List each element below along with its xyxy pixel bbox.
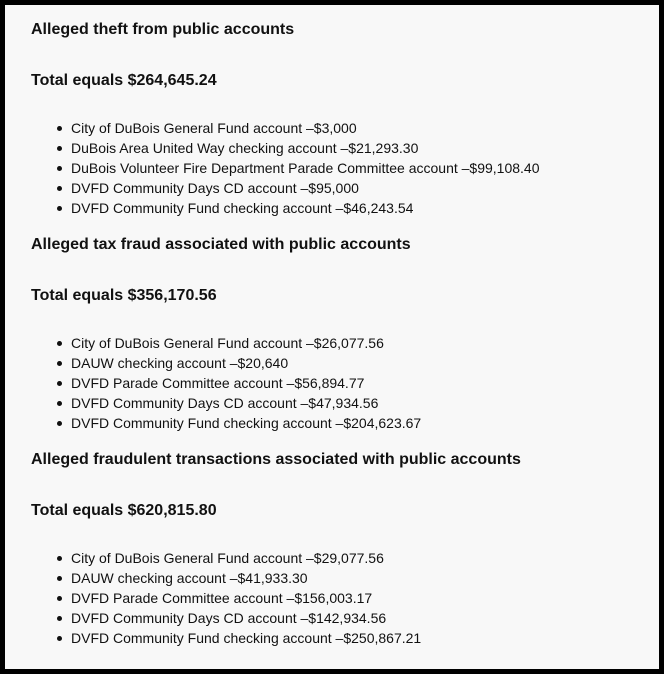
list-item xyxy=(31,373,649,393)
list-item xyxy=(31,568,649,588)
list-item xyxy=(31,628,649,648)
section-heading: Alleged theft from public accounts xyxy=(31,21,295,38)
document-content xyxy=(31,19,649,648)
list-item-text: DVFD Parade Committee account –$56,894.77 xyxy=(71,375,365,391)
list-item-text: DVFD Parade Committee account –$156,003.17 xyxy=(71,590,373,606)
list-item-text: DVFD Community Fund checking account –$46,243.54 xyxy=(71,200,414,216)
list-item xyxy=(31,198,649,218)
section-total: Total equals $356,170.56 xyxy=(31,287,217,304)
bullet-icon xyxy=(57,556,62,561)
bullet-icon xyxy=(57,186,62,191)
list-item-text: City of DuBois General Fund account –$29,077.56 xyxy=(71,550,384,566)
list-item xyxy=(31,608,649,628)
section-total: Total equals $620,815.80 xyxy=(31,502,217,519)
bullet-icon xyxy=(57,616,62,621)
list-item xyxy=(31,158,649,178)
account-list xyxy=(31,118,649,218)
account-list xyxy=(31,548,649,648)
list-item-text: City of DuBois General Fund account –$3,000 xyxy=(71,120,357,136)
bullet-icon xyxy=(57,381,62,386)
list-item-text: City of DuBois General Fund account –$26,077.56 xyxy=(71,335,384,351)
list-item-text: DAUW checking account –$20,640 xyxy=(71,355,289,371)
section-heading: Alleged fraudulent transactions associated with public accounts xyxy=(31,451,521,468)
list-item-text: DVFD Community Fund checking account –$250,867.21 xyxy=(71,630,422,646)
bullet-icon xyxy=(57,576,62,581)
list-item xyxy=(31,588,649,608)
list-item xyxy=(31,548,649,568)
section-fraudulent-transactions xyxy=(31,449,649,648)
list-item-text: DVFD Community Fund checking account –$204,623.67 xyxy=(71,415,422,431)
list-item xyxy=(31,353,649,373)
section-tax-fraud xyxy=(31,234,649,433)
section-theft xyxy=(31,19,649,218)
bullet-icon xyxy=(57,146,62,151)
account-list xyxy=(31,333,649,433)
list-item-text: DuBois Volunteer Fire Department Parade Committee account –$99,108.40 xyxy=(71,160,540,176)
list-item xyxy=(31,178,649,198)
bullet-icon xyxy=(57,401,62,406)
list-item xyxy=(31,393,649,413)
bullet-icon xyxy=(57,206,62,211)
section-heading: Alleged tax fraud associated with public accounts xyxy=(31,236,411,253)
bullet-icon xyxy=(57,421,62,426)
bullet-icon xyxy=(57,126,62,131)
list-item xyxy=(31,413,649,433)
list-item xyxy=(31,138,649,158)
bullet-icon xyxy=(57,636,62,641)
section-total: Total equals $264,645.24 xyxy=(31,72,217,89)
list-item-text: DVFD Community Days CD account –$142,934.56 xyxy=(71,610,387,626)
bullet-icon xyxy=(57,361,62,366)
list-item-text: DVFD Community Days CD account –$47,934.56 xyxy=(71,395,379,411)
list-item xyxy=(31,118,649,138)
list-item-text: DuBois Area United Way checking account –$21,293.30 xyxy=(71,140,419,156)
bullet-icon xyxy=(57,596,62,601)
list-item-text: DAUW checking account –$41,933.30 xyxy=(71,570,308,586)
list-item-text: DVFD Community Days CD account –$95,000 xyxy=(71,180,359,196)
list-item xyxy=(31,333,649,353)
bullet-icon xyxy=(57,166,62,171)
bullet-icon xyxy=(57,341,62,346)
